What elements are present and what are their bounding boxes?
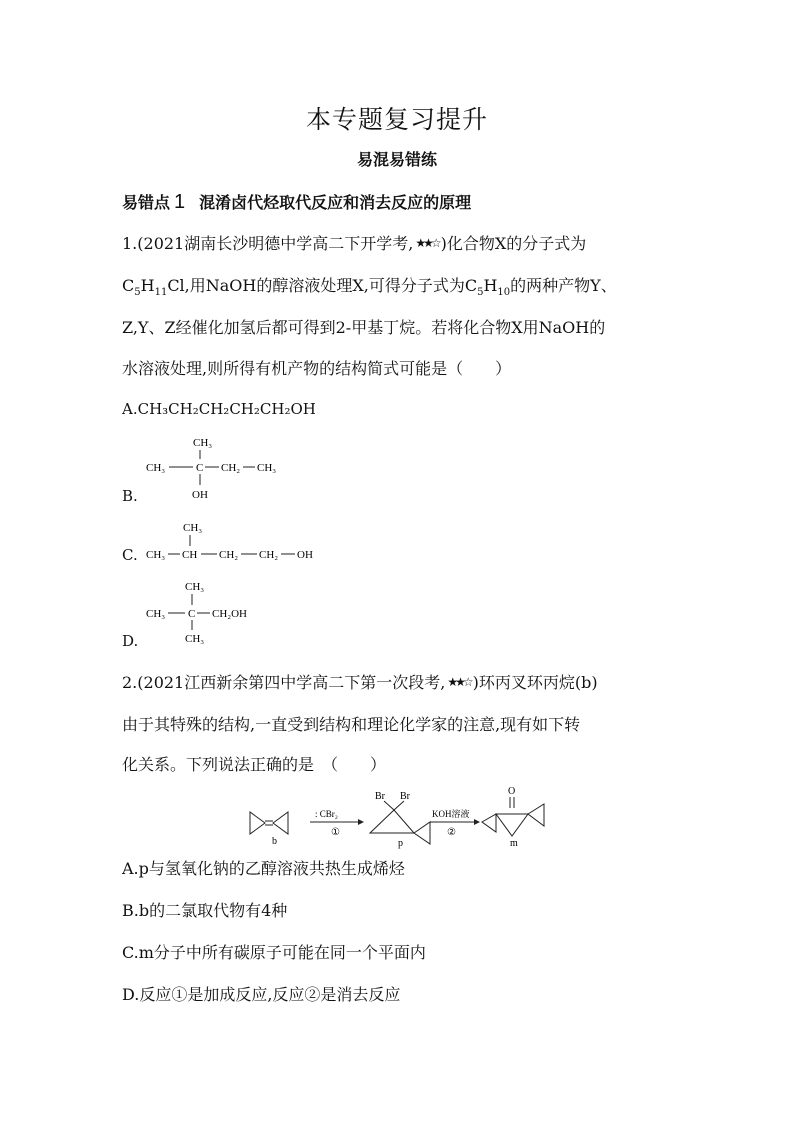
reaction-scheme	[240, 780, 560, 850]
arrow2-step: ②	[447, 827, 456, 838]
molecule-b	[250, 812, 288, 834]
q1-line4: 水溶液处理,则所得有机产物的结构简式可能是（ ）	[122, 359, 512, 378]
section-heading	[122, 190, 471, 214]
q2-line1: 2.(2021江西新余第四中学高二下第一次段考, ★★☆ )环丙叉环丙烷(b)	[122, 673, 598, 692]
struct-d-right: CH₂OH	[212, 608, 248, 620]
q1-option-c: C.	[122, 546, 138, 564]
q2-option-b: B.b的二氯取代物有4种	[122, 901, 288, 920]
struct-b-right2: CH₃	[257, 462, 277, 474]
struct-c-g1: CH₂	[219, 549, 239, 561]
struct-d-left: CH₃	[146, 608, 166, 620]
struct-b-top: CH₃	[193, 437, 213, 449]
section-text: 混淆卤代烃取代反应和消去反应的原理	[199, 193, 472, 212]
arrow1-head-icon	[358, 819, 364, 825]
q1-structure-d	[140, 575, 300, 645]
arrow2-reagent: KOH溶液	[432, 809, 470, 819]
difficulty-star-icon: ★★☆	[415, 236, 439, 250]
struct-d-bottom: CH₃	[185, 633, 205, 645]
q1-option-b: B.	[122, 487, 138, 505]
q1-structure-b	[140, 432, 300, 504]
struct-b-bottom: OH	[192, 489, 208, 501]
q1-line2: $C_5H_{11}Cl$,用NaOH的醇溶液处理X,可得分子式为$C_5H_{10}$的两种产物Y、	[122, 276, 617, 299]
q2-line2: 由于其特殊的结构,一直受到结构和理论化学家的注意,现有如下转	[122, 715, 581, 734]
difficulty-star-icon: ★★☆	[447, 675, 471, 689]
label-b: b	[272, 836, 277, 847]
molecule-m	[482, 797, 544, 836]
q1-structure-c	[140, 516, 340, 564]
arrow1-reagent: : CBr₂	[315, 809, 338, 819]
struct-c-left: CH₃	[146, 549, 166, 561]
arrow2-head-icon	[474, 819, 480, 825]
struct-b-right: CH₂	[221, 462, 241, 474]
section-number: 1	[174, 191, 186, 213]
arrow1-step: ①	[331, 827, 340, 838]
page-title: 本专题复习提升	[305, 105, 488, 134]
q2-option-c: C.m分子中所有碳原子可能在同一个平面内	[122, 943, 426, 962]
struct-c-g3: OH	[297, 549, 313, 561]
struct-b-center: C	[196, 462, 204, 474]
q1-line1: 1.(2021湖南长沙明德中学高二下开学考, ★★☆ )化合物X的分子式为	[122, 234, 587, 253]
section-label: 易错点	[122, 193, 171, 212]
label-br2: Br	[400, 791, 410, 802]
q1-option-d: D.	[122, 632, 139, 650]
q2-line3: 化关系。下列说法正确的是 （ ）	[122, 755, 387, 774]
struct-c-center: CH	[182, 549, 198, 561]
struct-c-g2: CH₂	[259, 549, 279, 561]
label-o: O	[508, 786, 516, 797]
struct-b-left: CH₃	[146, 462, 166, 474]
struct-c-top: CH₃	[183, 522, 203, 534]
q1-option-a: A.CH₃CH₂CH₂CH₂CH₂OH	[122, 400, 316, 418]
struct-d-center: C	[188, 608, 196, 620]
label-m: m	[510, 838, 518, 849]
struct-d-top: CH₃	[185, 581, 205, 593]
label-p: p	[398, 838, 403, 849]
q1-line3: Z,Y、Z经催化加氢后都可得到2-甲基丁烷。若将化合物X用NaOH的	[122, 318, 606, 337]
q2-option-a: A.p与氢氧化钠的乙醇溶液共热生成烯烃	[122, 859, 405, 878]
page-subtitle: 易混易错练	[356, 150, 437, 169]
label-br1: Br	[375, 791, 385, 802]
q2-option-d: D.反应①是加成反应,反应②是消去反应	[122, 985, 401, 1004]
